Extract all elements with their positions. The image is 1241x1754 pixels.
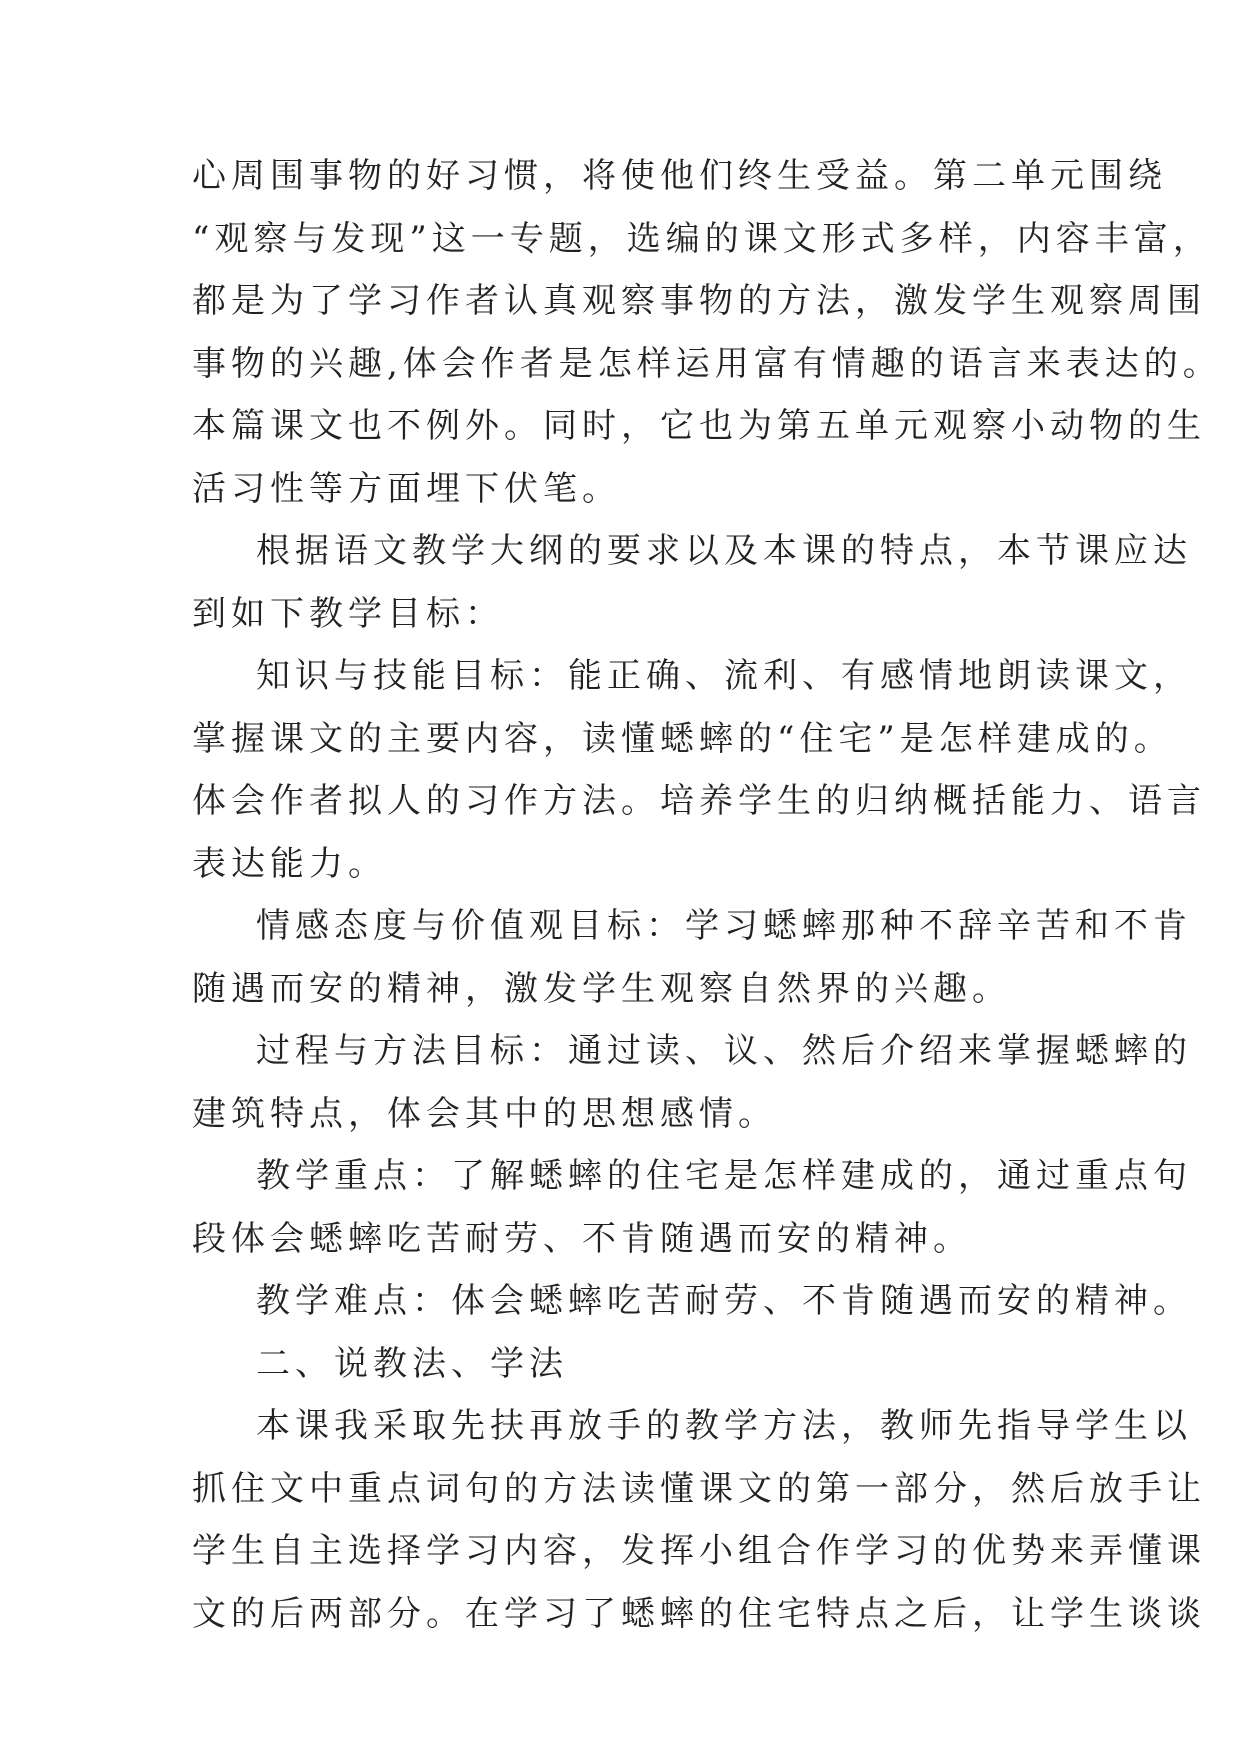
document-body — [192, 145, 1222, 1645]
text-line: 情感态度与价值观目标：学习蟋蟀那种不辞辛苦和不肯 — [256, 906, 1192, 946]
text-line: 掌握课文的主要内容，读懂蟋蟀的“住宅”是怎样建成的。 — [192, 718, 1173, 759]
text-line: 根据语文教学大纲的要求以及本课的特点，本节课应达 — [256, 531, 1192, 571]
text-line: 教学重点：了解蟋蟀的住宅是怎样建成的，通过重点句 — [256, 1156, 1192, 1196]
text-line: 随遇而安的精神，激发学生观察自然界的兴趣。 — [192, 968, 1011, 1009]
text-line: 知识与技能目标：能正确、流利、有感情地朗读课文， — [256, 656, 1192, 696]
text-line: 二、说教法、学法 — [256, 1343, 568, 1384]
text-line: 本篇课文也不例外。同时，它也为第五单元观察小动物的生 — [192, 406, 1206, 446]
text-line: 到如下教学目标： — [192, 593, 504, 634]
text-line: 学生自主选择学习内容，发挥小组合作学习的优势来弄懂课 — [192, 1531, 1206, 1571]
text-line: 本课我采取先扶再放手的教学方法，教师先指导学生以 — [256, 1406, 1192, 1446]
text-line: 都是为了学习作者认真观察事物的方法，激发学生观察周围 — [192, 281, 1206, 321]
text-line: 心周围事物的好习惯，将使他们终生受益。第二单元围绕 — [192, 156, 1167, 196]
text-line: 表达能力。 — [192, 843, 387, 884]
text-line: 过程与方法目标：通过读、议、然后介绍来掌握蟋蟀的 — [256, 1031, 1192, 1071]
text-line: 建筑特点，体会其中的思想感情。 — [192, 1093, 777, 1134]
text-line: 教学难点：体会蟋蟀吃苦耐劳、不肯随遇而安的精神。 — [256, 1281, 1192, 1321]
text-line: 抓住文中重点词句的方法读懂课文的第一部分，然后放手让 — [192, 1468, 1206, 1509]
text-line: “观察与发现”这一专题，选编的课文形式多样，内容丰富， — [192, 218, 1212, 259]
text-line: 事物的兴趣,体会作者是怎样运用富有情趣的语言来表达的。 — [192, 343, 1222, 384]
text-line: 活习性等方面埋下伏笔。 — [192, 468, 621, 509]
text-line: 体会作者拟人的习作方法。培养学生的归纳概括能力、语言 — [192, 781, 1206, 821]
text-line: 段体会蟋蟀吃苦耐劳、不肯随遇而安的精神。 — [192, 1218, 972, 1259]
text-line: 文的后两部分。在学习了蟋蟀的住宅特点之后，让学生谈谈 — [192, 1593, 1206, 1634]
